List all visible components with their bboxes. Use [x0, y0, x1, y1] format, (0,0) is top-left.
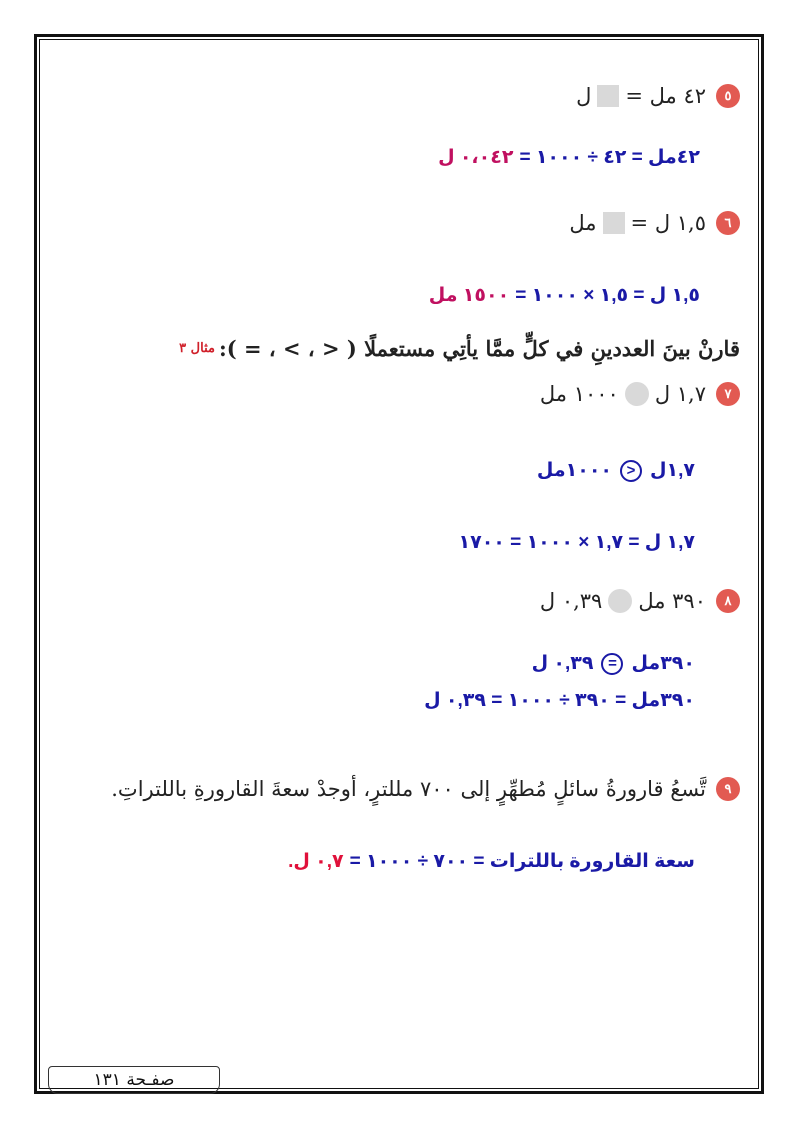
answer-8-left: ٣٩٠مل: [631, 653, 695, 674]
answer-8-work-text: ٣٩٠مل = ٣٩٠ ÷ ١٠٠٠ = ٠,٣٩ ل: [424, 690, 695, 711]
question-7-right: ١٠٠٠ مل: [539, 382, 619, 406]
answer-blank-box: [603, 212, 625, 234]
answer-7-work: [459, 531, 695, 554]
answer-6: [429, 284, 700, 307]
question-9-number: ٩: [716, 777, 740, 801]
answer-8-right: ٠,٣٩ ل: [531, 653, 594, 674]
answer-7-work-text: ١,٧ ل = ١,٧ × ١٠٠٠ = ١٧٠٠: [458, 532, 695, 553]
question-7: [540, 382, 740, 406]
answer-5-expression: ٤٢مل = ٤٢ ÷ ١٠٠٠ =: [519, 147, 700, 168]
answer-5-result: ٠،٠٤٢ ل: [438, 147, 514, 168]
question-7-left: ١,٧ ل: [654, 382, 706, 406]
page-inner-frame: [39, 39, 759, 1089]
answer-8: [532, 652, 695, 675]
answer-7: [537, 459, 695, 482]
answer-8-work: [424, 689, 695, 712]
question-7-number: ٧: [716, 382, 740, 406]
answer-7-right: ١٠٠٠مل: [536, 460, 613, 481]
answer-blank-box: [597, 85, 619, 107]
answer-7-left: ١,٧ل: [650, 460, 695, 481]
compare-blank-circle: [625, 382, 649, 406]
question-6-suffix: مل: [569, 211, 597, 235]
answer-9-result: ٠,٧ ل.: [288, 851, 344, 872]
question-6-number: ٦: [716, 211, 740, 235]
question-5-prefix: ٤٢ مل =: [625, 84, 706, 108]
section-heading: [179, 336, 740, 361]
question-5: [576, 84, 740, 108]
less-than-symbol-icon: <: [620, 460, 642, 482]
answer-6-expression: ١,٥ ل = ١,٥ × ١٠٠٠ =: [515, 285, 700, 306]
question-8-number: ٨: [716, 589, 740, 613]
compare-blank-circle: [608, 589, 632, 613]
question-6-prefix: ١,٥ ل =: [630, 211, 706, 235]
question-8-left: ٣٩٠ مل: [638, 589, 706, 613]
answer-9: [288, 850, 695, 873]
answer-6-result: ١٥٠٠ مل: [428, 285, 510, 306]
question-5-number: ٥: [716, 84, 740, 108]
answer-9-expression: سعة القارورة باللترات = ٧٠٠ ÷ ١٠٠٠ =: [349, 851, 695, 872]
equals-symbol-icon: =: [601, 653, 623, 675]
example-reference: مثال ٣: [179, 341, 215, 356]
section-heading-text: قارنْ بينَ العددينِ في كلٍّ ممَّا يأتِي مستعملًا ( < ، > ، = ):: [218, 336, 740, 361]
question-9-text: تَّسعُ قارورةُ سائلٍ مُطهِّرٍ إلى ٧٠٠ مللترٍ، أوجدْ سعةَ القارورةِ باللتراتِ.: [111, 777, 706, 801]
question-8-right: ٠,٣٩ ل: [539, 589, 603, 613]
page-number-label: صفـحة ١٣١: [93, 1070, 175, 1090]
question-5-suffix: ل: [576, 84, 592, 108]
question-8: [540, 589, 740, 613]
question-6: [569, 211, 740, 235]
page-number-tab: [48, 1066, 220, 1094]
answer-5: [438, 146, 700, 169]
question-9: [111, 777, 740, 801]
